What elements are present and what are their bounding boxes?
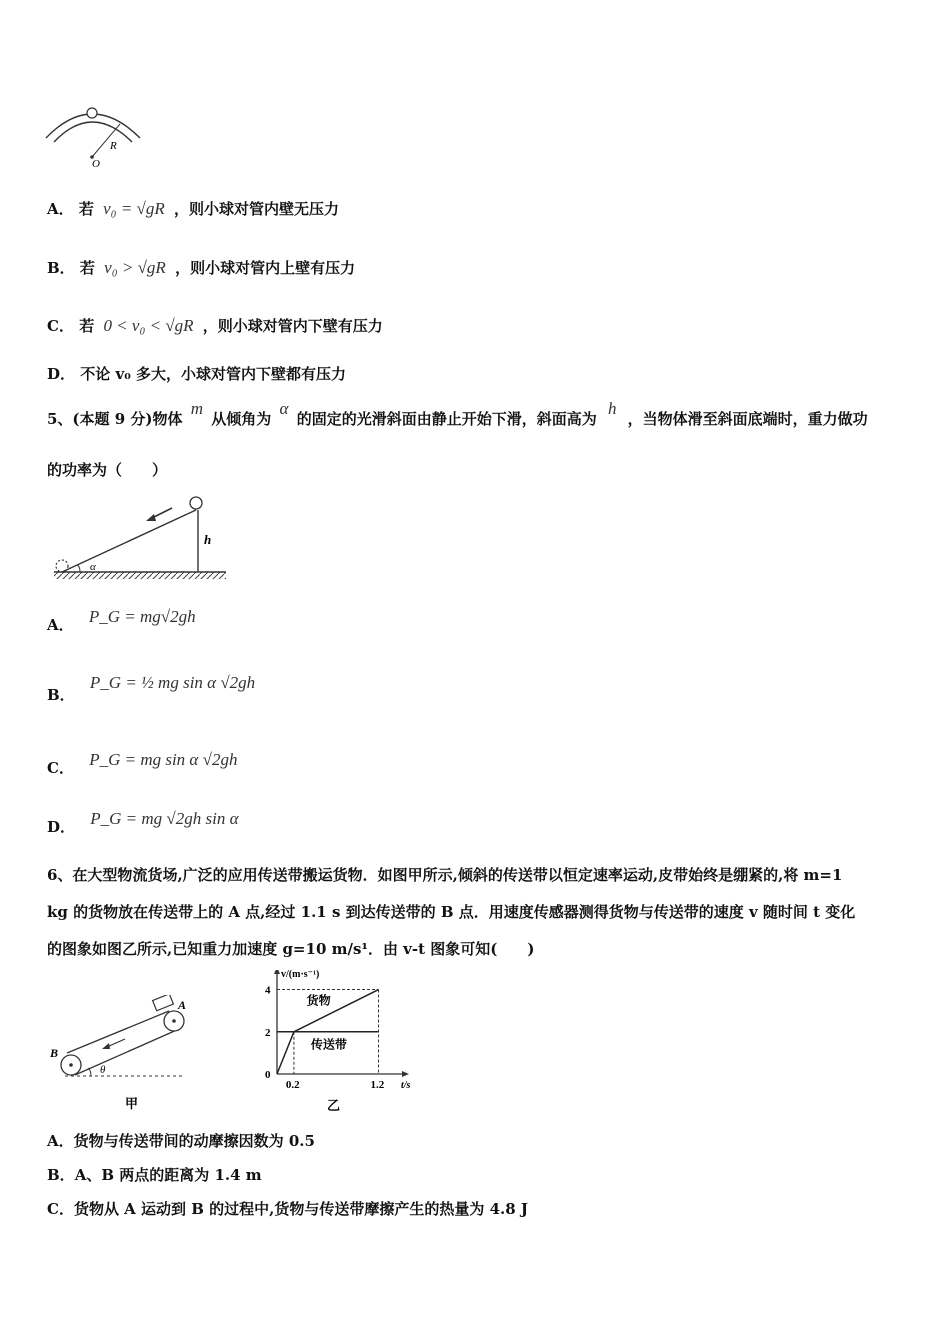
y-tick-label: 4 bbox=[265, 984, 271, 997]
y-tick-label: 2 bbox=[265, 1026, 271, 1039]
direction-arrow bbox=[107, 1039, 125, 1047]
q6-vt-chart bbox=[255, 970, 415, 1115]
formula: P_G = mg √2gh sin α bbox=[90, 809, 239, 828]
option-label: C． bbox=[47, 317, 74, 335]
q6-option-a[interactable]: A．货物与传送带间的动摩擦因数为 0.5 bbox=[47, 1132, 315, 1150]
formula: v₀ = √gR bbox=[103, 199, 165, 218]
option-label: D． bbox=[47, 365, 76, 383]
label-A: A bbox=[178, 998, 187, 1012]
angle-arc bbox=[77, 565, 80, 572]
q5-stem-line1: 5、(本题 9 分)物体 m 从倾角为 α 的固定的光滑斜面由静止开始下滑，斜面高为 h ，当物体滑至斜面底端时，重力做功 bbox=[47, 399, 868, 428]
arrow-shaft bbox=[152, 508, 172, 518]
bottom-ball-dashed bbox=[56, 560, 68, 572]
y-tick-label: 0 bbox=[265, 1069, 271, 1081]
formula: P_G = ½ mg sin α √2gh bbox=[89, 673, 256, 692]
q5-option-d[interactable]: D． P_G = mg √2gh sin α bbox=[47, 809, 239, 836]
formula: v₀ > √gR bbox=[104, 258, 166, 277]
x-tick-label: 1.2 bbox=[370, 1079, 385, 1091]
q5-option-c[interactable]: C． P_G = mg sin α √2gh bbox=[47, 750, 238, 777]
q4-option-c[interactable]: C． 若 0 < v₀ < √gR ，则小球对管内下壁有压力 bbox=[47, 316, 383, 335]
label-h: h bbox=[204, 532, 212, 547]
label-B: B bbox=[50, 1046, 59, 1060]
formula: P_G = mg√2gh bbox=[88, 607, 196, 626]
q4-option-b[interactable]: B． 若 v₀ > √gR ，则小球对管内上壁有压力 bbox=[47, 258, 356, 277]
q5-stem-line2: 的功率为（ ） bbox=[47, 461, 168, 479]
q4-figure bbox=[40, 100, 150, 170]
option-label: B． bbox=[47, 259, 75, 277]
inner-arc bbox=[54, 122, 132, 142]
q5-option-a[interactable]: A． P_G = mg√2gh bbox=[47, 607, 196, 634]
formula: P_G = mg sin α √2gh bbox=[89, 750, 238, 769]
q6-stem-line1: 6、在大型物流货场,广泛的应用传送带搬运货物．如图甲所示,倾斜的传送带以恒定速率运动,皮带始终是绷紧的,将 m=1 bbox=[47, 866, 843, 884]
y-axis-label: v/(m·s⁻¹) bbox=[281, 970, 320, 980]
caption-yi: 乙 bbox=[327, 1098, 341, 1113]
q6-conveyor-figure bbox=[45, 995, 190, 1115]
q5-incline-figure bbox=[50, 490, 230, 585]
q4-option-a[interactable]: A． 若 v₀ = √gR ，则小球对管内壁无压力 bbox=[47, 199, 340, 218]
x-tick-label: 0.2 bbox=[285, 1079, 300, 1091]
q6-stem-line2: kg 的货物放在传送带上的 A 点,经过 1.1 s 到达传送带的 B 点．用速度传感器测得货物与传送带的速度 v 随时间 t 变化 bbox=[47, 903, 856, 921]
x-axis-label: t/s bbox=[401, 1080, 411, 1091]
q6-option-b[interactable]: B．A、B 两点的距离为 1.4 m bbox=[47, 1166, 262, 1184]
belt-top bbox=[67, 1011, 169, 1053]
q6-stem-line3: 的图象如图乙所示,已知重力加速度 g=10 m/s¹．由 v-t 图象可知( ) bbox=[47, 940, 535, 958]
ball bbox=[87, 108, 97, 118]
series-label-belt: 传送带 bbox=[310, 1037, 347, 1052]
y-axis-arrow bbox=[274, 970, 280, 974]
incline-line bbox=[62, 510, 196, 572]
x-axis-arrow bbox=[402, 1071, 409, 1077]
caption-jia: 甲 bbox=[125, 1096, 139, 1111]
ground-hatch bbox=[54, 572, 226, 579]
arrow-head bbox=[146, 514, 156, 521]
belt-bottom bbox=[75, 1029, 179, 1075]
top-ball bbox=[190, 497, 202, 509]
option-label: A． bbox=[47, 200, 74, 218]
series-label-goods: 货物 bbox=[306, 993, 331, 1008]
q4-option-d[interactable]: D． 不论 v₀ 多大，小球对管内下壁都有压力 bbox=[47, 365, 346, 383]
cargo-box bbox=[153, 995, 174, 1011]
label-alpha: α bbox=[90, 561, 96, 573]
q6-option-c[interactable]: C．货物从 A 运动到 B 的过程中,货物与传送带摩擦产生的热量为 4.8 J bbox=[47, 1200, 529, 1218]
label-theta: θ bbox=[100, 1064, 106, 1076]
formula: 0 < v₀ < √gR bbox=[103, 316, 194, 335]
q5-option-b[interactable]: B． P_G = ½ mg sin α √2gh bbox=[47, 673, 256, 704]
label-R: R bbox=[110, 140, 117, 152]
label-O: O bbox=[92, 158, 100, 170]
